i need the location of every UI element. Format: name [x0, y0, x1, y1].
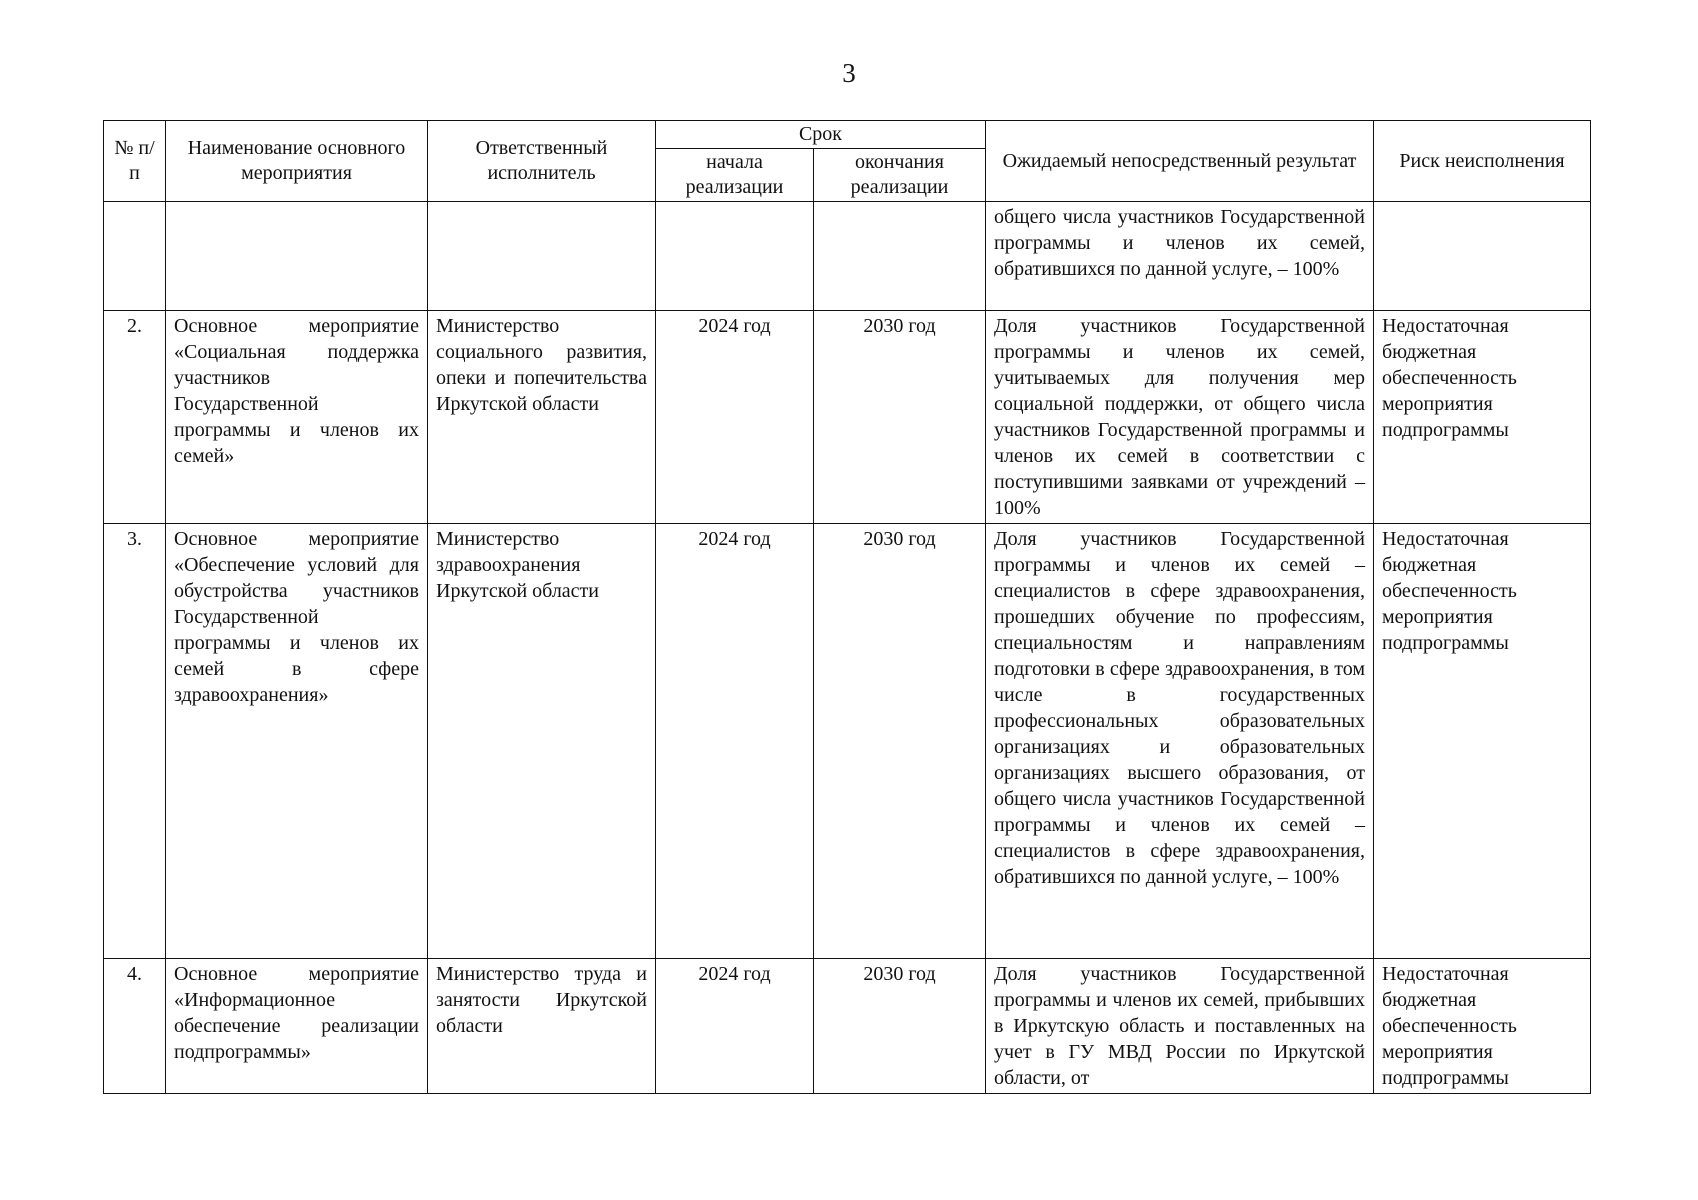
cell-name: Основное мероприятие «Социальная поддержка участников Государственной программы и членов их семей»	[166, 311, 428, 524]
table-row	[104, 959, 1591, 1094]
table-row	[104, 524, 1591, 959]
page-number: 3	[842, 58, 856, 88]
cell-end: 2030 год	[814, 311, 986, 524]
cell-end: 2030 год	[814, 959, 986, 1094]
cell-executor: Министерство труда и занятости Иркутской области	[428, 959, 656, 1094]
activities-table	[103, 120, 1591, 1094]
cell-result: общего числа участников Государственной программы и членов их семей, обратившихся по данной услуге, – 100%	[986, 202, 1374, 311]
cell-risk: Недостаточная бюджетная обеспеченность мероприятия подпрограммы	[1374, 959, 1591, 1094]
cell-num	[104, 202, 166, 311]
cell-result: Доля участников Государственной программы и членов их семей – специалистов в сфере здравоохранения, прошедших обучение по профессиям, специальностям и направлениям подготовки в сфере здравоохранения, в том числе в государственных профессиональных образовательных организациях и образовательных организациях высшего образования, от общего числа участников Государственной программы и членов их семей – специалистов в сфере здравоохранения, обратившихся по данной услуге, – 100%	[986, 524, 1374, 959]
cell-result: Доля участников Государственной программы и членов их семей, прибывших в Иркутскую область и поставленных на учет в ГУ МВД России по Иркутской области, от	[986, 959, 1374, 1094]
cell-start: 2024 год	[656, 959, 814, 1094]
cell-risk	[1374, 202, 1591, 311]
table-row	[104, 202, 1591, 311]
cell-name	[166, 202, 428, 311]
header-risk: Риск неисполнения	[1374, 121, 1591, 202]
header-name: Наименование основного мероприятия	[166, 121, 428, 202]
cell-name: Основное мероприятие «Информационное обеспечение реализации подпрограммы»	[166, 959, 428, 1094]
cell-end: 2030 год	[814, 524, 986, 959]
cell-executor: Министерство социального развития, опеки и попечительства Иркутской области	[428, 311, 656, 524]
cell-start: 2024 год	[656, 311, 814, 524]
cell-start	[656, 202, 814, 311]
cell-risk: Недостаточная бюджетная обеспеченность мероприятия подпрограммы	[1374, 311, 1591, 524]
header-end: окончания реализации	[814, 149, 986, 202]
cell-executor	[428, 202, 656, 311]
cell-end	[814, 202, 986, 311]
cell-name: Основное мероприятие «Обеспечение условий для обустройства участников Государственной программы и членов их семей в сфере здравоохранения»	[166, 524, 428, 959]
header-executor: Ответственный исполнитель	[428, 121, 656, 202]
cell-risk: Недостаточная бюджетная обеспеченность мероприятия подпрограммы	[1374, 524, 1591, 959]
header-start: начала реализации	[656, 149, 814, 202]
table-row	[104, 311, 1591, 524]
header-num: № п/п	[104, 121, 166, 202]
header-result: Ожидаемый непосредственный результат	[986, 121, 1374, 202]
cell-executor: Министерство здравоохранения Иркутской области	[428, 524, 656, 959]
table-header	[104, 121, 1591, 202]
cell-num: 2.	[104, 311, 166, 524]
cell-start: 2024 год	[656, 524, 814, 959]
header-term: Срок	[656, 121, 986, 149]
cell-num: 4.	[104, 959, 166, 1094]
cell-result: Доля участников Государственной программы и членов их семей, учитываемых для получения мер социальной поддержки, от общего числа участников Государственной программы и членов их семей в соответствии с поступившими заявками от учреждений – 100%	[986, 311, 1374, 524]
cell-num: 3.	[104, 524, 166, 959]
